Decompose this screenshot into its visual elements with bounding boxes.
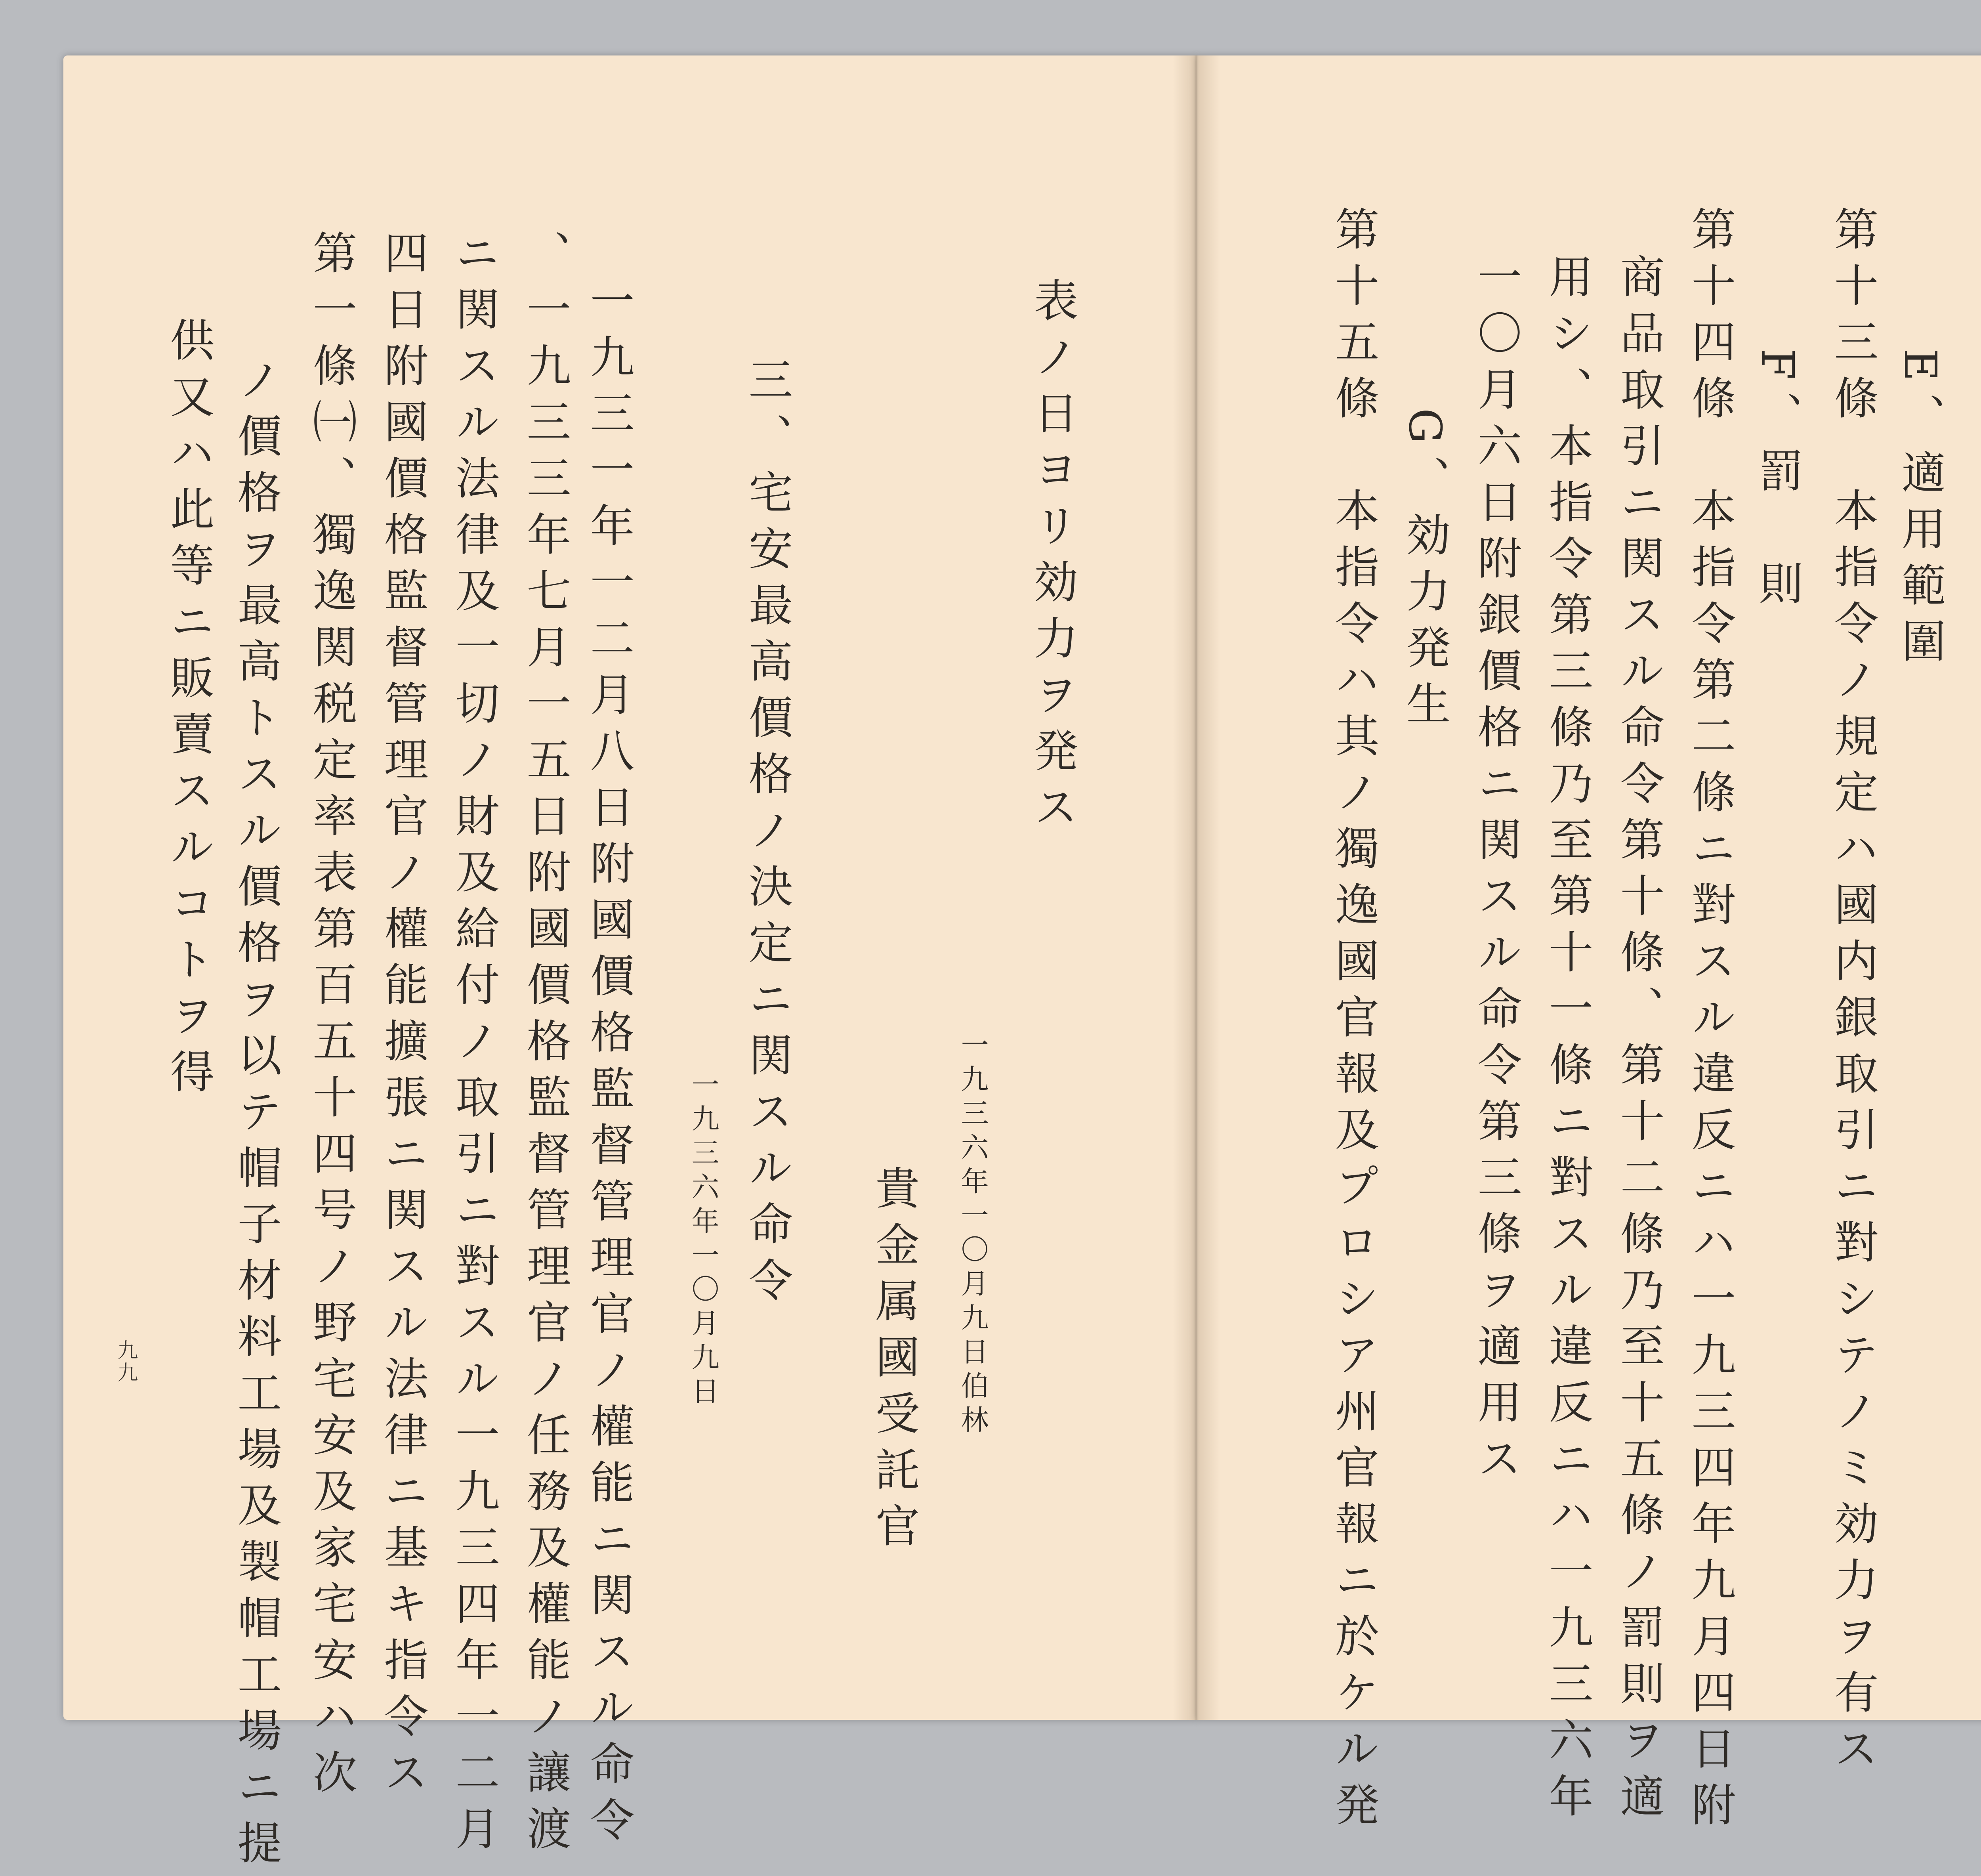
left-col-7: 、一九三三年七月一五日附國價格監督管理官ノ任務及權能ノ讓渡 bbox=[519, 230, 571, 1862]
right-col-8: 第十四條 本指令第二條ニ對スル違反ニハ一九三四年九月四日附 bbox=[1684, 206, 1736, 1838]
left-col-date: 一九三六年一〇月九日伯林 bbox=[956, 1030, 989, 1439]
right-col-section-e: E、適用範圍 bbox=[1894, 349, 1946, 674]
right-col-13: 第十五條 本指令ハ其ノ獨逸國官報及プロシア州官報ニ於ケル発 bbox=[1328, 206, 1379, 1838]
left-col-6: 一九三一年一二月八日附國價格監督管理官ノ權能ニ関スル命令 bbox=[583, 277, 634, 1853]
right-col-section-g: G、効力発生 bbox=[1399, 408, 1450, 737]
left-col-9: 四日附國價格監督管理官ノ權能擴張ニ関スル法律ニ基キ指令ス bbox=[377, 230, 428, 1805]
left-col-signer: 貴金属國受託官 bbox=[868, 1165, 920, 1559]
left-col-1: 表ノ日ヨリ効力ヲ発ス bbox=[1027, 277, 1078, 840]
right-col-11: 一〇月六日附銀價格ニ関スル命令第三條ヲ適用ス bbox=[1470, 254, 1522, 1492]
right-col-9: 商品取引ニ関スル命令第十條、第十二條乃至十五條ノ罰則ヲ適 bbox=[1613, 254, 1664, 1829]
left-col-11: ノ價格ヲ最高トスル價格ヲ以テ帽子材料工場及製帽工場ニ提 bbox=[230, 357, 282, 1876]
left-page-number: 九九 bbox=[114, 1339, 137, 1384]
left-col-section-date: 一九三六年一〇月九日 bbox=[687, 1070, 719, 1411]
left-col-8: ニ関スル法律及一切ノ財及給付ノ取引ニ對スル一九三四年一二月 bbox=[448, 230, 500, 1862]
right-col-10: 用シ、本指令第三條乃至第十一條ニ對スル違反ニハ一九三六年 bbox=[1542, 254, 1593, 1829]
right-col-section-f: F、罰 則 bbox=[1752, 349, 1803, 617]
book-gutter bbox=[1173, 55, 1220, 1720]
left-col-12: 供又ハ此等ニ販賣スルコトヲ得 bbox=[163, 317, 214, 1105]
left-col-section-title: 三、宅安最高價格ノ決定ニ関スル命令 bbox=[741, 357, 793, 1313]
left-col-10: 第一條㈠、獨逸関税定率表第百五十四号ノ野宅安及家宅安ハ次 bbox=[305, 230, 357, 1805]
right-col-5: 第十三條 本指令ノ規定ハ國内銀取引ニ對シテノミ効力ヲ有ス bbox=[1827, 206, 1878, 1782]
